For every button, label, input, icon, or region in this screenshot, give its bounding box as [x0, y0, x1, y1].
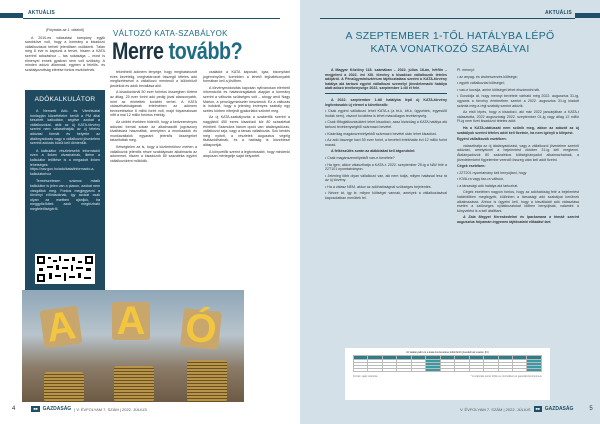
paragraph: Kétségtelen az is, hogy a közterhekhez mérten a vállalkozók jelentős része szabályosan alkalmazta az adónemet, hiszen a kisadózók 80 százaléka egyéni vállalkozóként működik.	[110, 144, 197, 163]
letter-block: Ó	[180, 308, 222, 350]
bullet: • Kizárólag magánszemélyektől származó bevétel után lehet kisadózó.	[325, 131, 438, 136]
title-line-1: A SZEPTEMBER 1-TŐL HATÁLYBA LÉPŐ	[345, 30, 555, 42]
header-bar	[575, 13, 600, 18]
coin-stack	[44, 372, 84, 402]
comparison-table-card	[345, 348, 550, 400]
bullet-text: Az adó összege havi 50 ezer forint, a bevételi értékhatár évi 12 millió forint marad.	[325, 138, 447, 147]
bullet-text: Csak főfoglalkozásúként lehet kisadózó, azaz kizárólag a KATA hatálya alá tartozó tevékenységből származó bevétel.	[325, 120, 447, 129]
coins-photo	[22, 290, 244, 402]
letter-block: A	[112, 302, 150, 340]
right-article-title	[300, 30, 600, 56]
paragraph: A kisadózóknál 50 ezer forintos összegben történt az átlag, 25 ezer forint adó pedig jóval alacsonyabb, mint az érintettek korábbi terhei. A KATA választhatóságának értelmében az adónem bevezetésekor 6 millió forint volt, majd folyamatosan nőtt a mai 12 millió forintos értékig.	[110, 90, 197, 118]
bullet-text: Csak egyéni vállalkozó lehet KATA-s (a bt-k, kft-k, ügyvédek, egyesülő irodák nem), viszont továbbra is lehet másodlagos tevékenység.	[325, 109, 447, 118]
bullet: • Jelenleg több olyan vállalkozó van, aki nem tudja, milyen hatással lesz rá az új törvény.	[325, 173, 447, 183]
bullet-text: Csak magánszemélyektől van-e bevétele?	[327, 155, 395, 160]
paragraph: Cégek esetében nagyon fontos, hogy az adóhatóság felé a bejelentést határidőben megtegyék, különben a társasági adó szabályai kerülnek alkalmazásra. Ahhoz is ügyelni kell, hogy a kisvállalati adó választása esetén a szükséges nyilatkozatokat időben benyújtsák, valamint a könyvelést is a kell átállítani.	[457, 190, 579, 213]
page-footer	[460, 406, 593, 412]
body-column-2	[203, 70, 290, 161]
paragraph: Pl. mennyi:	[457, 68, 475, 72]
bullet-text: Jelenleg több olyan vállalkozó van, aki nem tudja, milyen hatással lesz rá az új törvény.	[325, 173, 447, 183]
subheading: A 2022. szeptember 1-től hatályba lépő új KATA-törvény legfontosabb új elemei a következők:	[325, 97, 447, 107]
paragraph: Az új KATA-szabályozás a szakértők szerint a nagyjából 450 ezres kisadózói kör 80 százalékát érintheti. Számukra három opció van: átalányadózás, vállalkozói szja, vagy a társas vállalkozás. Sok kérdés még nyitott, a részletek augusztus végéig tisztázódhatnak, és a hatóság is közzéteszi álláspontját.	[203, 115, 290, 147]
bullet: • Gondolja át, hogy mennyi bevétele várható még 2022. augusztus 31-ig, ugyanis a törvény értelmében szerint a 2022. augusztus 31-ig kiadott számla még a régi szabály szerint adózik.	[457, 94, 579, 108]
table-caption: Az átalányadó és a kata összevetése különböző jövedelmek esetén (Ft)	[406, 351, 489, 354]
bullet: • Az adó összege havi 50 ezer forint, a bevételi értékhatár évi 12 millió forint marad.	[325, 138, 447, 147]
paragraph: családot a KATA kapcsán, igaz, bizonyítani jogérvényűen, korrekten a lehető leghatékonyabb formában kell a jövőben.	[203, 70, 290, 84]
header-rule	[23, 18, 280, 19]
bullet-text: Gondolja át, hogy mennyi bevétele várható még 2022. augusztus 31-ig, ugyanis a törvény értelmében szerint a 2022. augusztus 31-ig kiadott számla még a régi szabály szerint adózik.	[457, 94, 579, 108]
paragraph: A könyvelők szerint a legfontosabb, hogy mindenki alaposan mérlegelje saját helyzetét.	[203, 149, 290, 159]
magazine-name: GAZDASÁG	[42, 406, 72, 412]
bullet: • Csak egyéni vállalkozó lehet KATA-s (a bt-k, kft-k, ügyvédek, egyesülő irodák nem), viszont továbbra is lehet másodlagos tevékenység.	[325, 109, 447, 118]
bullet: • Ha igen, akkor választhatja a KATA-t. 2022. szeptember 25-ig a NAV felé a 22T101 nyomtatványon.	[325, 162, 447, 172]
bullet: • Nézze át, így le, milyen költségei vannak, amelyek a vállalkozásával kapcsolatban merültek fel.	[325, 191, 447, 201]
bullet: • Csak magánszemélyektől van-e bevétele?	[325, 155, 395, 160]
bullet: • Csak főfoglalkozásúként lehet kisadózó, azaz kizárólag a KATA hatálya alá tartozó tevékenységből származó bevétel.	[325, 120, 447, 129]
right-page	[300, 0, 600, 424]
paragraph: A törvénymódosítás kapcsán nyilvánosan elérhető információk és hatásvizsgálatok alapján a kormány szerint a változás szükséges volt – ahogy arról Nagy Márton, a pénzügyminiszter beszámolt. Ez a változás is indokolt, hogy a jelenleg érvényes szabály egy széles körben elterjedt gyakorlatot szüntet meg.	[203, 85, 290, 113]
calculator-link-paragraph: A kalkulátor részletesebb információi ezen a linken olvashatnak, illetve a kalkulátor letöltése is a megadott linken lehetséges: https://nav.gov.hu/ado/kata/informacio-a-kalkulatorhoz	[30, 148, 100, 176]
header-bar	[0, 13, 23, 18]
continuation-note: (Folytatás az 1. oldalról)	[45, 28, 85, 32]
bullet: • egyéb vállalkozási költségei;	[457, 81, 505, 86]
bullet-text: Ha a válasz NEM, akkor az adóhatóságnál szükséges bejelentés.	[327, 184, 432, 189]
bullet-text: KIVA-ra vagy tao-ra váltson,	[459, 177, 504, 182]
body-column-1	[110, 70, 197, 165]
bullet: • az anyag- és árubeszerzés költsége;	[457, 74, 518, 79]
bullet: • Ha a válasz NEM, akkor az adóhatóságnál szükséges bejelentés.	[325, 184, 432, 189]
header-rule	[320, 18, 575, 19]
tax-calculator-box	[25, 90, 105, 290]
bullet: • 22T201 nyomtatvány kell benyújtani, hogy	[457, 170, 527, 175]
bullet-text: Nézze át, így le, milyen költségei vannak, amelyek a vállalkozásával kapcsolatban merültek fel.	[325, 191, 447, 201]
section-label: AKTUÁLIS	[28, 10, 55, 16]
lead-paragraph: A Magyar Közlöny 118. számában – 2022. július 18-án, hétfőn – megjelent a 2022. évi XIII. törvény a kisadózó vállalkozók tételes adójáról. A Pénzügyminisztérium tájékoztatása szerint a KATA-törvény hatálya alá tartozó egyéni vállalkozó személyi jövedelemadó hatálya alatt adózó tevékenysége 2022. szeptember 1-től él felé.	[325, 68, 447, 94]
table-footnote: * A számítás során 2022-es minimálbér és garantált bérminimum	[470, 375, 542, 378]
calculator-paragraph: Természetesen számos másik kalkulátor is jelen van a piacon, azokat nem vizsgáltuk meg. Fontos megjegyezni a törvényi előírásoknak, így azokat csak olyan az esetben ajánljuk, ha meggyőződtek azok megbízható megfelelőségéről.	[30, 179, 100, 211]
bullet-text: Ha igen, akkor választhatja a KATA-t. 2022. szeptember 25-ig a NAV felé a 22T101 nyomtatványon.	[325, 162, 447, 172]
bullet: • a társasági adó hatálya alá tartozhat.	[457, 183, 519, 188]
calculator-paragraph: A Nemzeti Adó- és Vámhivatal honlapján közzétételre került a PM által készített kalkulátor, segítve azokat a vállalkozókat, akik az új KATA-törvény szerint nem választhatják az új tételes adózási formát és helyette az átalányadózás vagy a vállalkozói jövedelem szerinti adózás közül kell dönteniük.	[30, 109, 100, 146]
paragraph: választhatja az új átalányadózást, vagy a vállalkozói jövedelem szerinti adózást, amelyeknél a bejelentést október 31-ig kell megtenni. Átalányadózók 80 százalékos költséghányadot alkalmazhatnak, a jövedelemként figyelembe veendő összeg után kell adót fizetni.	[457, 143, 579, 162]
calculator-title: ADÓKALKULÁTOR	[34, 96, 96, 103]
section-label: AKTUÁLIS	[545, 10, 572, 16]
body-column-1	[325, 68, 447, 203]
intro-column	[25, 28, 105, 74]
article-kicker: VÁLTOZÓ KATA-SZABÁLYOK	[113, 29, 228, 38]
closing-note: A Zala Megyei Kereskedelmi és Iparkamara a témák szerint augusztus folyamán ingyenes tájékoztató előadást tart.	[457, 215, 579, 225]
coin-stack	[114, 366, 154, 402]
bullet-text: Kizárólag magánszemélyektől származó bevétel után lehet kisadózó.	[327, 131, 438, 136]
bullet: • KIVA-ra vagy tao-ra váltson,	[457, 177, 504, 182]
title-line-2: KATA VONATKOZÓ SZABÁLYAI	[370, 43, 530, 55]
paragraph: Az első lépés, hogy a kisadózó, aki már 2022 januárjában a KATA-t választotta, 2022 augusztusig 2022. szeptember 01-ig vagy átlag 12 millió Ft-ig nem fizet kisadózói tételes adót.	[457, 110, 579, 124]
article-title	[112, 38, 242, 66]
body-column-2	[457, 68, 579, 227]
page-number: 5	[589, 406, 593, 412]
subheading: Egyéni vállalkozók esetében:	[457, 137, 507, 142]
magazine-name: GAZDASÁG	[544, 406, 574, 412]
bullet-text: van-e kocsija, amire költséget lehet elszámolni stb.	[459, 87, 541, 92]
letter-block-a: A	[40, 306, 83, 349]
intro-paragraph: A 2010-es választási kampány egyik sarokköve volt, hogy a kormány a kisadózó vállalkozások terheit jelentősen csökkenti. Tálán még 8 éve is kaptunk a tervet, hiszen a KATA szerinti adózáshoz – tas sokasága – most is élmenyei ennek gyakran nem volt szükség. A minden adózó államnak, egyben a felelős- és szabályozottság elérése fontos eszközének.	[25, 35, 105, 72]
table-source: Forrás: saját számítás	[353, 375, 378, 378]
page-number: 4	[12, 406, 16, 412]
issue-info: | V. ÉVFOLYAM 7. SZÁM | 2022. JÚLIUS	[74, 406, 147, 412]
comparison-table	[353, 355, 542, 372]
paragraph: tekinthető adónem lényege, hogy meghatározott éves bevételig, meghatározott összegű tételes adó megfizetésével a vállalkozó mentesül a különböző járulékok és adók bevallása alól.	[110, 70, 197, 88]
bullet-text: az anyag- és árubeszerzés költsége;	[459, 74, 518, 79]
qr-code[interactable]	[35, 254, 95, 284]
issue-info: V. ÉVFOLYAM 7. SZÁM | 2022. JÚLIUS	[460, 406, 531, 412]
title-part-1: Merre	[112, 38, 169, 65]
magazine-logo: ■■	[535, 407, 540, 411]
paragraph: Az utóbbi években kiderült, hogy a kedvezményes adózási formát sokan az alkalmazotti jogviszony kiváltására használták, amelyben a munkaadók és munkavállalók egyaránt jelentős összegeket takarítottak meg.	[110, 119, 197, 143]
coin-stack	[187, 360, 227, 402]
title-part-2: tovább?	[168, 38, 243, 65]
bullet-text: egyéb vállalkozási költségei;	[459, 81, 505, 86]
page-footer	[12, 406, 147, 412]
subheading: A felkészülés során az alábbiakat kell átgondolni:	[331, 149, 416, 154]
bullet-text: a társasági adó hatálya alá tartozhat.	[459, 183, 519, 188]
subheading: Cégek esetében:	[457, 164, 486, 169]
bullet-text: 22T201 nyomtatvány kell benyújtani, hogy	[459, 170, 527, 175]
paragraph: Ha a KATA-státuszát nem szűnik meg, akkor az adózót az új szabályok szerint tételes adót kell fizetnie, ha nem igényli a kilépést.	[457, 125, 579, 135]
magazine-logo: ■■	[33, 407, 38, 411]
bullet: • van-e kocsija, amire költséget lehet elszámolni stb.	[457, 87, 541, 92]
